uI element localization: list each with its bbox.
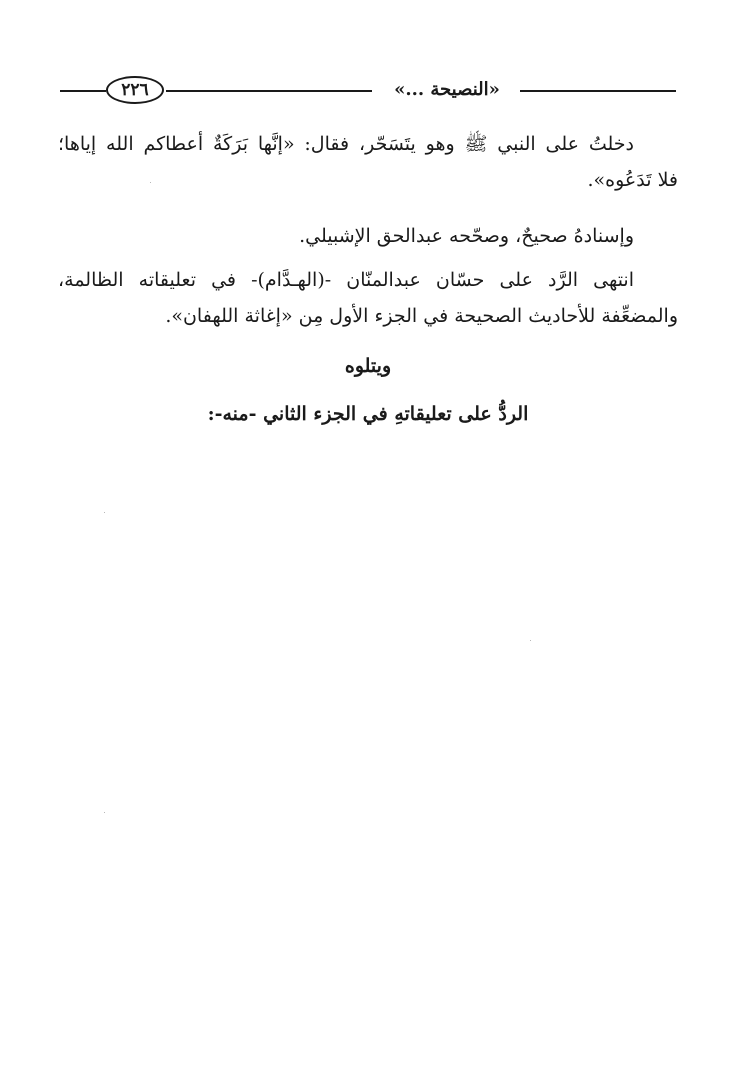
next-part-heading: الردُّ على تعليقاتهِ في الجزء الثاني -منه-: [207, 403, 529, 425]
conclusion-paragraph [58, 262, 678, 334]
conclusion-line-1: انتهى الرَّد على حسّان عبدالمنّان -(الهـدَّام)- في تعليقاته الظالمة، [58, 269, 634, 291]
header-rule-left [60, 90, 106, 92]
scan-speck [104, 512, 105, 513]
scan-speck [530, 640, 531, 641]
page-header [60, 72, 676, 108]
hadith-line-1: دخلتُ على النبي ﷺ وهو يتَسَحّر، فقال: «إنَّها بَرَكَةٌ أعطاكم الله إياها؛ [58, 133, 634, 155]
header-rule-right [520, 90, 676, 92]
page-number-oval [106, 76, 164, 104]
isnad-paragraph: وإسنادهُ صحيحٌ، وصحّحه عبدالحق الإشبيلي. [299, 225, 634, 247]
header-rule-middle [166, 90, 372, 92]
continuation-heading: ويتلوه [344, 355, 392, 377]
scan-speck [150, 182, 151, 183]
hadith-line-2: فلا تَدَعُوه». [587, 169, 678, 191]
hadith-paragraph [58, 126, 678, 198]
scan-speck [104, 812, 105, 813]
page-number: ٢٢٦ [121, 79, 149, 100]
running-title: «النصيحة ...» [394, 79, 500, 100]
conclusion-line-2: والمضعِّفة للأحاديث الصحيحة في الجزء الأول مِن «إغاثة اللهفان». [165, 305, 678, 327]
